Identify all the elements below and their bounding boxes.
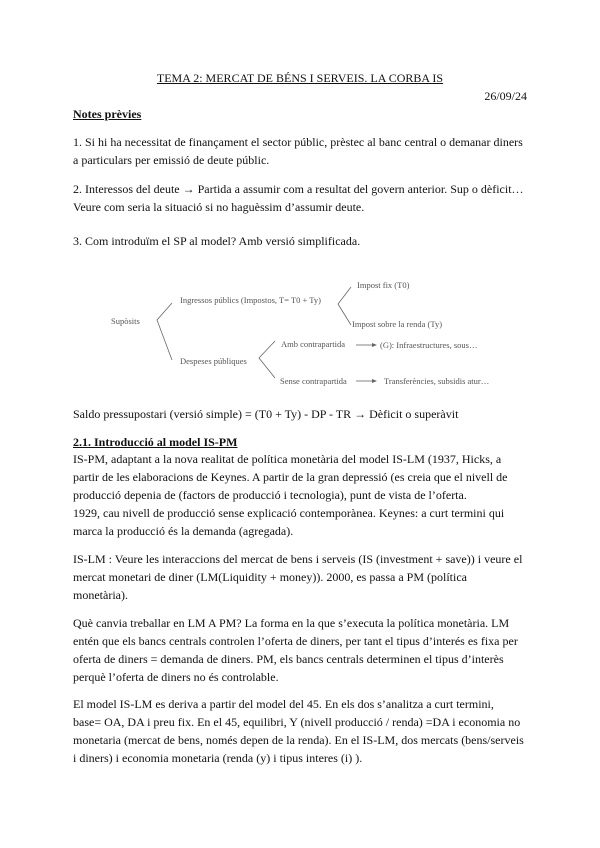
diagram-impost-renda: Impost sobre la renda (Ty) (352, 319, 443, 329)
bracket-root (157, 303, 172, 360)
diagram-amb-result: (G): Infraestructures, sous… (380, 340, 478, 350)
document-title: TEMA 2: MERCAT DE BÉNS I SERVEIS. LA CORBA IS (156, 71, 444, 85)
text-line: 1929, cau nivell de producció sense explicació contemporànea. Keynes: a curt termini qui (73, 506, 505, 520)
diagram-root: Supòsits (111, 316, 140, 326)
text-line: Veure com seria la situació si no haguèssim d’assumir deute. (73, 200, 365, 214)
text-line: perquè l’oferta de diners no és controlable. (73, 670, 279, 684)
diagram-sense-result: Transferències, subsidis atur… (384, 376, 490, 386)
text-line: El model IS-LM es deriva a partir del model del 45. En els dos s’analitza a curt termini, (73, 697, 494, 711)
saldo-formula: Saldo pressupostari (versió simple) = (T0 + Ty) - DP - TR → Dèficit o superàvit (73, 407, 459, 421)
diagram-impost-fix: Impost fix (T0) (357, 280, 410, 290)
text-line: monetaria (mercat de bens, només depen de la renda). En el IS-LM, dos mercats (bens/serveis (73, 733, 524, 747)
text-line: i diners) i economia monetaria (renda (y) i tipus interes (i) ). (73, 751, 363, 765)
text-line: oferta de diners = demanda de diners. PM, els bancs centrals determinen el tipus d’interès (73, 652, 504, 666)
text-line: 3. Com introduïm el SP al model? Amb versió simplificada. (73, 234, 361, 248)
text-line: monetària). (73, 588, 128, 602)
document-date: 26/09/24 (484, 89, 527, 103)
text-line: mercat monetari de diner (LM(Liquidity + money)). 2000, es passa a PM (política (73, 570, 467, 584)
bracket-despeses (259, 341, 275, 378)
text-line: a particulars per emissió de deute públic. (73, 153, 270, 167)
notes-heading: Notes prèvies (73, 107, 142, 121)
diagram-ingressos: Ingressos públics (Impostos, T= T0 + Ty) (180, 295, 321, 305)
diagram-sense: Sense contrapartida (280, 376, 347, 386)
text-line: IS-PM, adaptant a la nova realitat de política monetària del model IS-LM (1937, Hicks, a (73, 452, 502, 466)
text-line: IS-LM : Veure les interaccions del mercat de bens i serveis (IS (investment + save)) i veure el (73, 552, 523, 566)
diagram-despeses: Despeses públiques (180, 356, 247, 366)
text-line: 1. Si hi ha necessitat de finançament el sector públic, prèstec al banc central o demanar diners (73, 135, 523, 149)
text-line: entén que els bancs centrals controlen l’oferta de diners, per tant el tipus d’interés es fixa per (73, 634, 518, 648)
text-line: producció depenia de (factors de producció i tecnologia), punt de vista de l’oferta. (73, 488, 467, 502)
diagram-amb: Amb contrapartida (281, 339, 345, 349)
text-line: base= OA, DA i preu fix. En el 45, equilibri, Y (nivell producció / renda) =DA i economia no (73, 715, 521, 729)
section-heading: 2.1. Introducció al model IS-PM (73, 435, 238, 449)
text-line: 2. Interessos del deute → Partida a assumir com a resultat del govern anterior. Sup o dèficit… (73, 182, 524, 196)
text-line: Què canvia treballar en LM A PM? La forma en la que s’executa la política monetària. LM (73, 616, 510, 630)
text-line: partir de les elaboracions de Keynes. A partir de la gran depressió (es creia que el nivell de (73, 470, 508, 484)
text-line: marca la producció és la demanda (agregada). (73, 524, 294, 538)
bracket-ingressos (338, 287, 351, 325)
